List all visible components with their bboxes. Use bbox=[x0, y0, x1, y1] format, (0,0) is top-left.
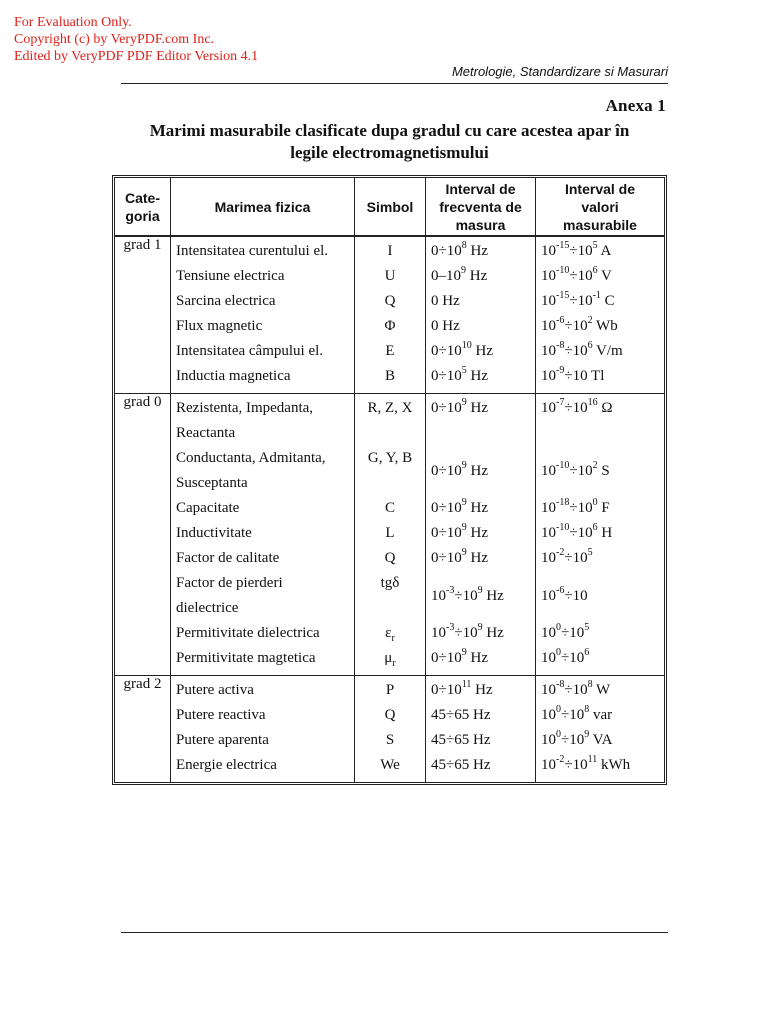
header-frequency bbox=[426, 178, 536, 237]
values-cell bbox=[536, 237, 664, 394]
superscript: -9 bbox=[556, 365, 565, 376]
frequency-text: $0\div 10^9$ Hz bbox=[431, 547, 488, 566]
title-line: legile electromagnetismului bbox=[290, 143, 489, 162]
quantity-name: Conductanta, Admitanta, bbox=[176, 450, 326, 466]
quantity-name: Factor de calitate bbox=[176, 550, 280, 566]
frequency-text: $0-10^9$ Hz bbox=[431, 265, 488, 284]
header-symbol: Simbol bbox=[355, 178, 426, 237]
quantity-name: Factor de pierderi bbox=[176, 575, 283, 591]
quantity-cell bbox=[171, 237, 355, 394]
frequency-text: $0\div 10^8$ Hz bbox=[431, 240, 488, 259]
symbol-text: G, Y, B bbox=[367, 450, 413, 466]
spacer bbox=[355, 596, 425, 621]
superscript: 6 bbox=[587, 340, 593, 351]
symbol-text: R, Z, X bbox=[367, 400, 413, 416]
value-range-text: $10^{-15}\div 10^5$ A bbox=[541, 240, 612, 259]
superscript: 10 bbox=[461, 340, 472, 351]
header-text: Interval de bbox=[564, 180, 636, 197]
symbol-text: U bbox=[384, 268, 396, 284]
header-text: valori bbox=[581, 198, 619, 215]
value-range-text: $10^0\div 10^9$ VA bbox=[541, 729, 613, 748]
running-header: Metrologie, Standardizare si Masurari bbox=[451, 64, 668, 79]
frequency-text: $0\div 10^{11}$ Hz bbox=[431, 679, 493, 698]
superscript: -6 bbox=[556, 585, 565, 596]
frequency-text: 45÷65 Hz bbox=[431, 707, 491, 723]
quantities-table bbox=[112, 175, 667, 785]
watermark-line: Edited by VeryPDF PDF Editor Version 4.1 bbox=[14, 49, 259, 64]
frequency-text: $0\div 10^5$ Hz bbox=[431, 365, 488, 384]
frequency-text: $0\div 10^9$ Hz bbox=[431, 522, 488, 541]
superscript: 5 bbox=[587, 547, 593, 558]
frequency-text: 45÷65 Hz bbox=[431, 757, 491, 773]
superscript: 9 bbox=[461, 265, 466, 276]
superscript: -1 bbox=[592, 290, 601, 301]
superscript: 11 bbox=[461, 679, 472, 690]
value-range-text: $10^{-7}\div 10^{16}$ Ω bbox=[541, 397, 613, 416]
value-range-text: $10^0\div 10^6$ bbox=[541, 647, 590, 666]
superscript: -15 bbox=[556, 240, 570, 251]
evaluation-watermark bbox=[14, 14, 258, 65]
symbol-text: Φ bbox=[384, 318, 396, 334]
value-range-text: $10^{-6}\div 10^2$ Wb bbox=[541, 315, 618, 334]
frequency-text: $0\div 10^9$ Hz bbox=[431, 647, 488, 666]
symbol-text: P bbox=[385, 682, 395, 698]
quantity-name: Energie electrica bbox=[176, 757, 277, 773]
superscript: -2 bbox=[556, 754, 565, 765]
quantity-name: Putere aparenta bbox=[176, 732, 269, 748]
watermark-line: For Evaluation Only. bbox=[14, 15, 132, 30]
symbol-cell bbox=[355, 394, 426, 676]
symbol-cell bbox=[355, 237, 426, 394]
superscript: 0 bbox=[556, 647, 561, 658]
symbol-text: B bbox=[384, 368, 395, 384]
superscript: -2 bbox=[556, 547, 565, 558]
frequency-text: 45÷65 Hz bbox=[431, 732, 491, 748]
quantity-name: Inductia magnetica bbox=[176, 368, 291, 384]
symbol-text: S bbox=[385, 732, 395, 748]
superscript: -10 bbox=[556, 460, 570, 471]
quantity-name: Putere reactiva bbox=[176, 707, 266, 723]
quantity-name: Inductivitate bbox=[176, 525, 252, 541]
header-quantity: Marimea fizica bbox=[171, 178, 355, 237]
frequency-cell bbox=[426, 676, 536, 782]
frequency-text: 0 Hz bbox=[431, 318, 460, 334]
subscript: r bbox=[391, 633, 395, 644]
frequency-text: $0\div 10^9$ Hz bbox=[431, 497, 488, 516]
table-header-row bbox=[115, 178, 664, 237]
value-range-text: $10^{-2}\div 10^5$ bbox=[541, 547, 593, 566]
superscript: 16 bbox=[587, 397, 598, 408]
superscript: -6 bbox=[556, 315, 565, 326]
frequency-text: $0\div 10^9$ Hz bbox=[431, 460, 488, 479]
symbol-text: $\varepsilon_r$ bbox=[385, 625, 395, 644]
quantity-name: Permitivitate dielectrica bbox=[176, 625, 320, 641]
header-text: masurabile bbox=[563, 216, 637, 233]
quantity-name: Putere activa bbox=[176, 682, 254, 698]
superscript: 9 bbox=[477, 622, 483, 633]
value-range-text: $10^{-18}\div 10^0$ F bbox=[541, 497, 610, 516]
frequency-text: $0\div 10^{10}$ Hz bbox=[431, 340, 493, 359]
superscript: 8 bbox=[587, 679, 593, 690]
value-range-text: $10^{-2}\div 10^{11}$ kWh bbox=[541, 754, 631, 773]
quantity-cell bbox=[171, 394, 355, 676]
value-range-text: $10^{-8}\div 10^6$ V/m bbox=[541, 340, 623, 359]
superscript: 9 bbox=[461, 522, 467, 533]
footer-rule bbox=[121, 932, 668, 933]
superscript: 0 bbox=[592, 497, 598, 508]
superscript: -7 bbox=[556, 397, 565, 408]
superscript: 9 bbox=[461, 547, 467, 558]
category-cell: grad 0 bbox=[115, 394, 171, 676]
symbol-text: C bbox=[384, 500, 395, 516]
superscript: 0 bbox=[556, 704, 561, 715]
quantity-name: Tensiune electrica bbox=[176, 268, 285, 284]
superscript: 8 bbox=[461, 240, 467, 251]
superscript: -15 bbox=[556, 290, 570, 301]
quantity-name: Intensitatea curentului el. bbox=[176, 243, 329, 259]
values-cell bbox=[536, 676, 664, 782]
superscript: 9 bbox=[461, 397, 467, 408]
superscript: 5 bbox=[461, 365, 467, 376]
spacer bbox=[355, 421, 425, 446]
annex-label: Anexa 1 bbox=[605, 96, 666, 115]
superscript: 11 bbox=[587, 754, 598, 765]
quantity-name: Susceptanta bbox=[176, 475, 248, 491]
superscript: -8 bbox=[556, 679, 565, 690]
quantity-name: Rezistenta, Impedanta, bbox=[176, 400, 314, 416]
header-text: goria bbox=[125, 207, 160, 224]
frequency-text: $10^{-3}\div 10^9$ Hz bbox=[431, 622, 504, 641]
symbol-text: Q bbox=[384, 293, 396, 309]
superscript: 0 bbox=[556, 622, 561, 633]
superscript: 2 bbox=[587, 315, 593, 326]
quantity-name: Intensitatea câmpului el. bbox=[176, 343, 324, 359]
value-range-text: $10^{-6}\div 10$ bbox=[541, 585, 588, 604]
superscript: 5 bbox=[584, 622, 590, 633]
frequency-text: 0 Hz bbox=[431, 293, 460, 309]
header-category bbox=[115, 178, 171, 237]
symbol-text: L bbox=[385, 525, 395, 541]
value-range-text: $10^0\div 10^8$ var bbox=[541, 704, 613, 723]
frequency-text: $0\div 10^9$ Hz bbox=[431, 397, 488, 416]
superscript: -10 bbox=[556, 265, 570, 276]
value-range-text: $10^{-10}\div 10^6$ V bbox=[541, 265, 612, 284]
superscript: 6 bbox=[592, 265, 598, 276]
frequency-cell bbox=[426, 237, 536, 394]
superscript: 9 bbox=[461, 460, 467, 471]
title-line: Marimi masurabile clasificate dupa gradul cu care acestea apar în bbox=[149, 121, 630, 140]
value-range-text: $10^{-10}\div 10^6$ H bbox=[541, 522, 613, 541]
value-range-text: $10^0\div 10^5$ bbox=[541, 622, 590, 641]
category-cell: grad 1 bbox=[115, 237, 171, 394]
superscript: 5 bbox=[592, 240, 598, 251]
symbol-text: We bbox=[380, 757, 400, 773]
table-row bbox=[115, 676, 664, 782]
watermark-line: Copyright (c) by VeryPDF.com Inc. bbox=[14, 32, 215, 47]
subscript: r bbox=[392, 658, 396, 669]
frequency-cell bbox=[426, 394, 536, 676]
superscript: 6 bbox=[592, 522, 598, 533]
superscript: 6 bbox=[584, 647, 590, 658]
superscript: -10 bbox=[556, 522, 570, 533]
superscript: 9 bbox=[584, 729, 590, 740]
superscript: 2 bbox=[592, 460, 598, 471]
spacer bbox=[355, 471, 425, 496]
quantity-name: Sarcina electrica bbox=[176, 293, 276, 309]
quantity-name: dielectrice bbox=[176, 600, 239, 616]
symbol-text: $\mu_r$ bbox=[384, 650, 396, 669]
quantity-cell bbox=[171, 676, 355, 782]
quantity-name: Flux magnetic bbox=[176, 318, 263, 334]
quantity-name: Permitivitate magtetica bbox=[176, 650, 316, 666]
symbol-text: tgδ bbox=[380, 575, 400, 591]
superscript: 0 bbox=[556, 729, 561, 740]
table-row bbox=[115, 394, 664, 676]
page-title bbox=[112, 120, 667, 164]
header-values bbox=[536, 178, 664, 237]
header-text: Cate- bbox=[124, 189, 160, 206]
superscript: -3 bbox=[446, 585, 455, 596]
symbol-text: E bbox=[385, 343, 395, 359]
table-row bbox=[115, 237, 664, 394]
value-range-text: $10^{-10}\div 10^2$ S bbox=[541, 460, 610, 479]
superscript: 8 bbox=[584, 704, 590, 715]
value-range-text: $10^{-15}\div 10^{-1}$ C bbox=[541, 290, 615, 309]
header-text: Interval de bbox=[445, 180, 516, 197]
quantity-name: Capacitate bbox=[176, 500, 240, 516]
header-text: frecventa de bbox=[439, 198, 522, 215]
values-cell bbox=[536, 394, 664, 676]
superscript: 9 bbox=[461, 497, 467, 508]
frequency-text: $10^{-3}\div 10^9$ Hz bbox=[431, 585, 504, 604]
header-rule bbox=[121, 83, 668, 84]
symbol-cell bbox=[355, 676, 426, 782]
symbol-text: I bbox=[387, 243, 393, 259]
superscript: 9 bbox=[477, 585, 483, 596]
quantity-name: Reactanta bbox=[176, 425, 236, 441]
value-range-text: $10^{-8}\div 10^8$ W bbox=[541, 679, 611, 698]
symbol-text: Q bbox=[384, 707, 396, 723]
superscript: -18 bbox=[556, 497, 570, 508]
category-cell: grad 2 bbox=[115, 676, 171, 782]
superscript: -8 bbox=[556, 340, 565, 351]
header-text: masura bbox=[455, 216, 506, 233]
superscript: 9 bbox=[461, 647, 467, 658]
superscript: -3 bbox=[446, 622, 455, 633]
value-range-text: $10^{-9}\div 10$ Tl bbox=[541, 365, 605, 384]
symbol-text: Q bbox=[384, 550, 396, 566]
